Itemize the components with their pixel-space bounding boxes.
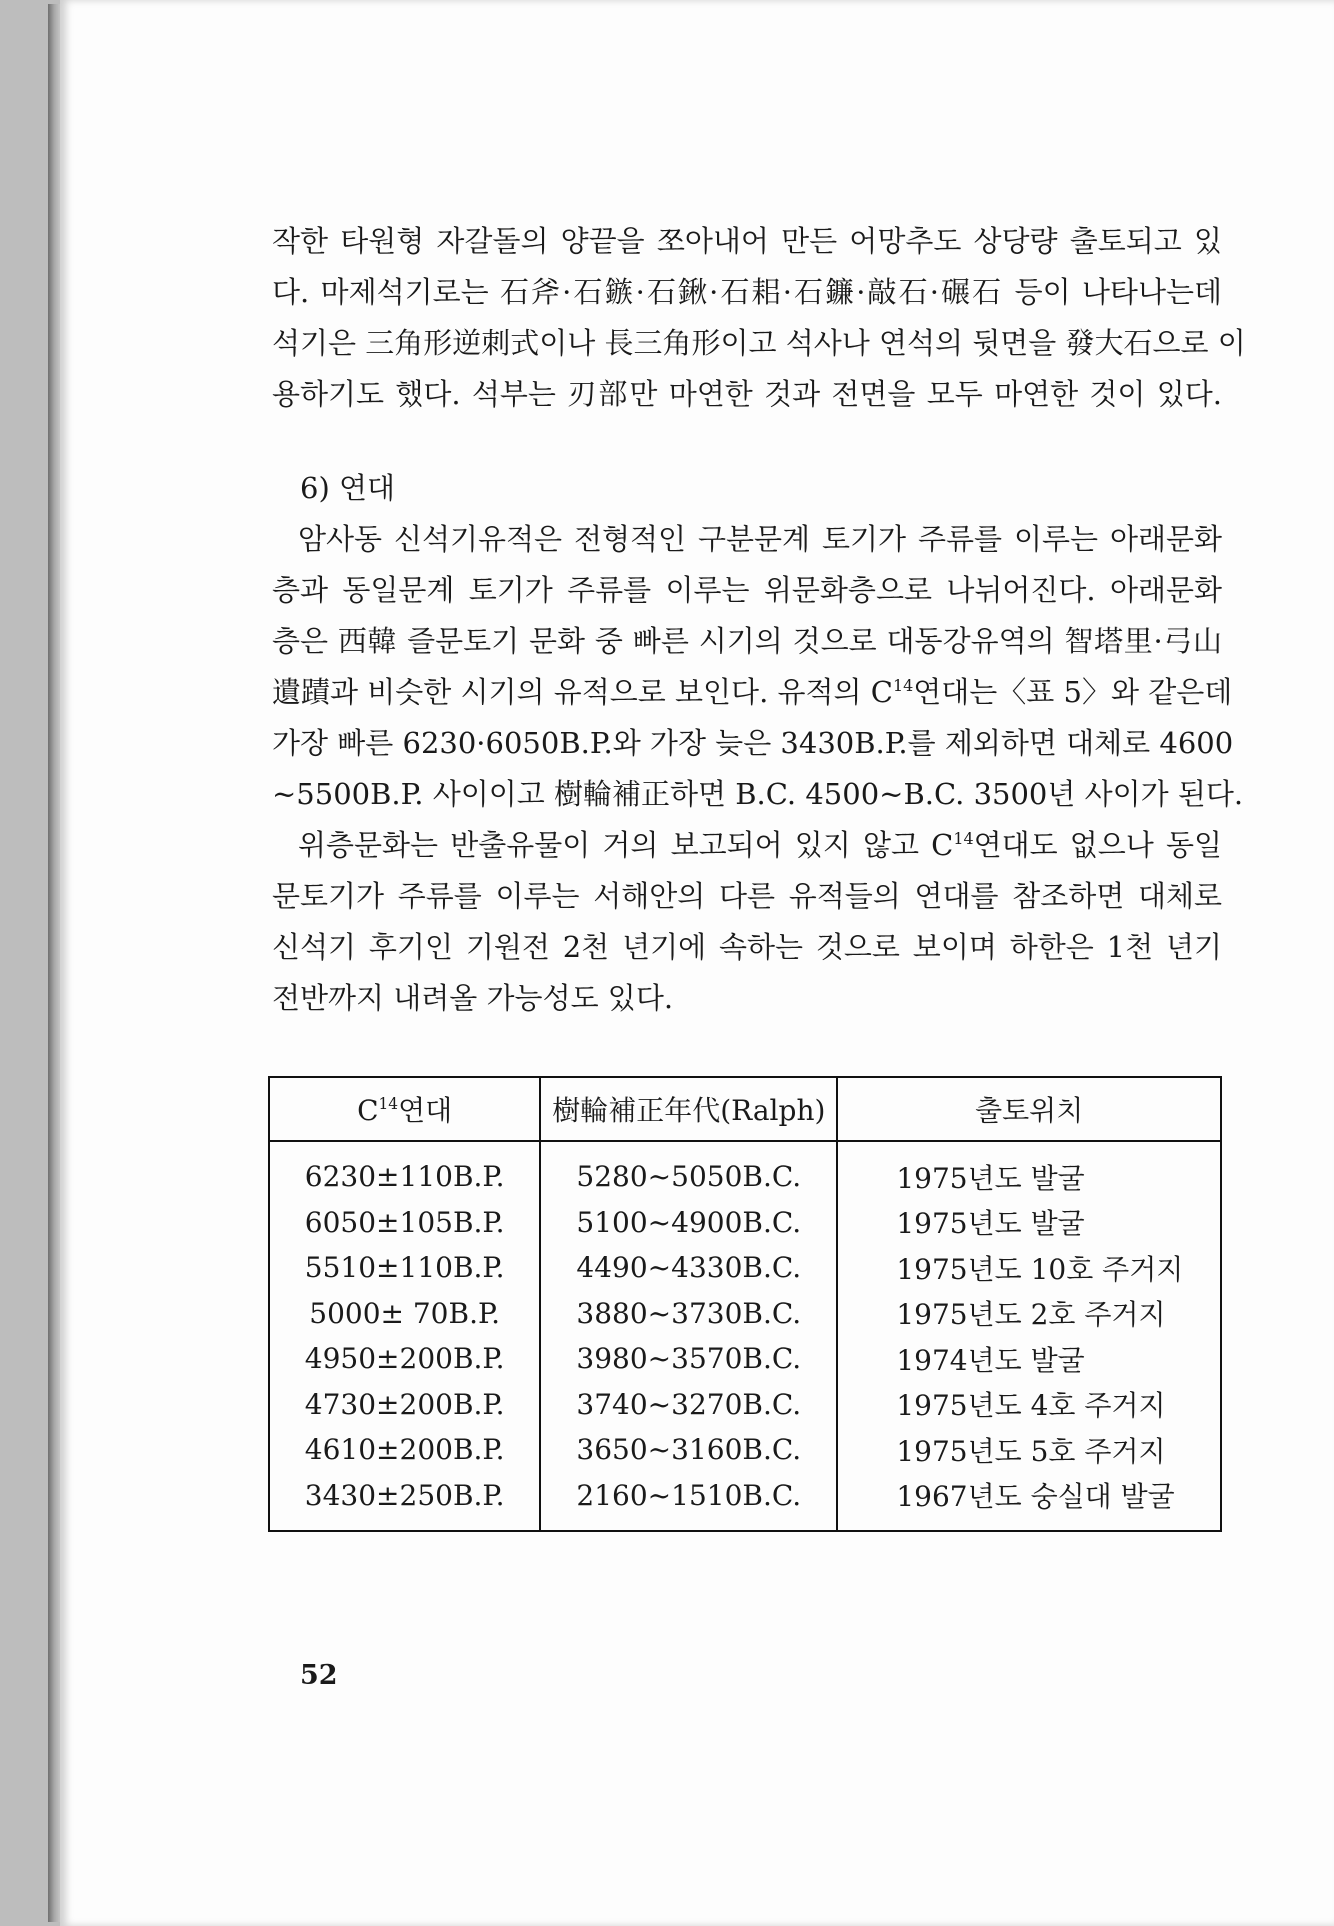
text-line: 전반까지 내려올 가능성도 있다.: [272, 981, 674, 1015]
paragraph-1: [272, 216, 1246, 420]
cell-location: 1975년도 발굴: [896, 1207, 1085, 1241]
superscript: 14: [953, 828, 974, 848]
superscript: 14: [892, 675, 914, 695]
superscript: 14: [378, 1095, 399, 1114]
table-row: [269, 1382, 1221, 1428]
text-line: 층은 西韓 즐문토기 문화 중 빠른 시기의 것으로 대동강유역의 智塔里·弓山: [272, 624, 1222, 658]
text-line: 작한 타원형 자갈돌의 양끝을 쪼아내어 만든 어망추도 상당량 출토되고 있: [272, 224, 1222, 258]
cell-c14: 4950±200B.P.: [269, 1336, 540, 1382]
table-row: [269, 1427, 1221, 1473]
table-header-row: [269, 1077, 1221, 1141]
table-row: [269, 1336, 1221, 1382]
cell-c14: 6050±105B.P.: [269, 1200, 540, 1246]
header-text: C: [357, 1094, 379, 1127]
header-ralph-date: 樹輪補正年代(Ralph): [540, 1077, 837, 1141]
cell-location: 1975년도 10호 주거지: [896, 1252, 1184, 1286]
cell-ralph: 3980~3570B.C.: [540, 1336, 837, 1382]
book-page: [60, 0, 1334, 1926]
cell-location: 1975년도 4호 주거지: [896, 1389, 1166, 1423]
section-heading: 6) 연대: [300, 471, 396, 505]
text-line: 문토기가 주류를 이루는 서해안의 다른 유적들의 연대를 참조하면 대체로: [272, 879, 1222, 913]
cell-ralph: 5280~5050B.C.: [540, 1141, 837, 1200]
cell-location: 1975년도 5호 주거지: [896, 1434, 1166, 1468]
cell-location: 1967년도 숭실대 발굴: [896, 1480, 1175, 1514]
cell-ralph: 4490~4330B.C.: [540, 1245, 837, 1291]
table-row: [269, 1245, 1221, 1291]
paragraph-3: [272, 820, 1222, 1024]
table-row: [269, 1141, 1221, 1200]
cell-ralph: 2160~1510B.C.: [540, 1473, 837, 1532]
cell-c14: 6230±110B.P.: [269, 1141, 540, 1200]
text-line: ~5500B.P. 사이이고 樹輪補正하면 B.C. 4500~B.C. 3500년 사이가 된다.: [272, 777, 1244, 811]
text-line: 층과 동일문계 토기가 주류를 이루는 위문화층으로 나뉘어진다. 아래문화: [272, 573, 1222, 607]
cell-location: 1974년도 발굴: [896, 1343, 1085, 1377]
text-line: [272, 820, 1222, 871]
header-text: 연대: [398, 1094, 453, 1127]
paragraph-2: [272, 514, 1244, 820]
text-fragment: 연대는〈표 5〉와 같은데: [913, 675, 1233, 709]
text-fragment: 연대도 없으나 동일: [973, 828, 1222, 862]
cell-ralph: 5100~4900B.C.: [540, 1200, 837, 1246]
page-number: 52: [300, 1660, 338, 1691]
cell-c14: 5000± 70B.P.: [269, 1291, 540, 1337]
cell-ralph: 3650~3160B.C.: [540, 1427, 837, 1473]
text-fragment: 위층문화는 반출유물이 거의 보고되어 있지 않고 C: [298, 828, 954, 862]
text-line: [272, 667, 1233, 718]
text-line: 용하기도 했다. 석부는 刃部만 마연한 것과 전면을 모두 마연한 것이 있다.: [272, 377, 1222, 411]
cell-c14: 4730±200B.P.: [269, 1382, 540, 1428]
text-line: 암사동 신석기유적은 전형적인 구분문계 토기가 주류를 이루는 아래문화: [298, 522, 1222, 556]
header-location: 출토위치: [837, 1077, 1221, 1141]
cell-c14: 4610±200B.P.: [269, 1427, 540, 1473]
cell-location: 1975년도 발굴: [896, 1161, 1085, 1195]
text-line: 석기은 三角形逆刺式이나 長三角形이고 석사나 연석의 뒷면을 發大石으로 이: [272, 326, 1246, 360]
text-line: 다. 마제석기로는 石斧·石鏃·石鍬·石耜·石鐮·敲石·碾石 등이 나타나는데: [272, 275, 1222, 309]
cell-ralph: 3880~3730B.C.: [540, 1291, 837, 1337]
text-fragment: 遺蹟과 비슷한 시기의 유적으로 보인다. 유적의 C: [272, 675, 893, 709]
cell-c14: 3430±250B.P.: [269, 1473, 540, 1532]
cell-c14: 5510±110B.P.: [269, 1245, 540, 1291]
text-line: 가장 빠른 6230·6050B.P.와 가장 늦은 3430B.P.를 제외하면 대체로 4600: [272, 726, 1234, 760]
text-line: 신석기 후기인 기원전 2천 년기에 속하는 것으로 보이며 하한은 1천 년기: [272, 930, 1222, 964]
header-c14-date: [269, 1077, 540, 1141]
table-row: [269, 1200, 1221, 1246]
table-body: [269, 1141, 1221, 1531]
section-dating: [272, 463, 1244, 1024]
cell-ralph: 3740~3270B.C.: [540, 1382, 837, 1428]
radiocarbon-table: [268, 1076, 1222, 1532]
data-table: [268, 1076, 1222, 1532]
paragraph-stone-tools: [272, 216, 1246, 420]
table-row: [269, 1473, 1221, 1532]
table-row: [269, 1291, 1221, 1337]
cell-location: 1975년도 2호 주거지: [896, 1298, 1166, 1332]
